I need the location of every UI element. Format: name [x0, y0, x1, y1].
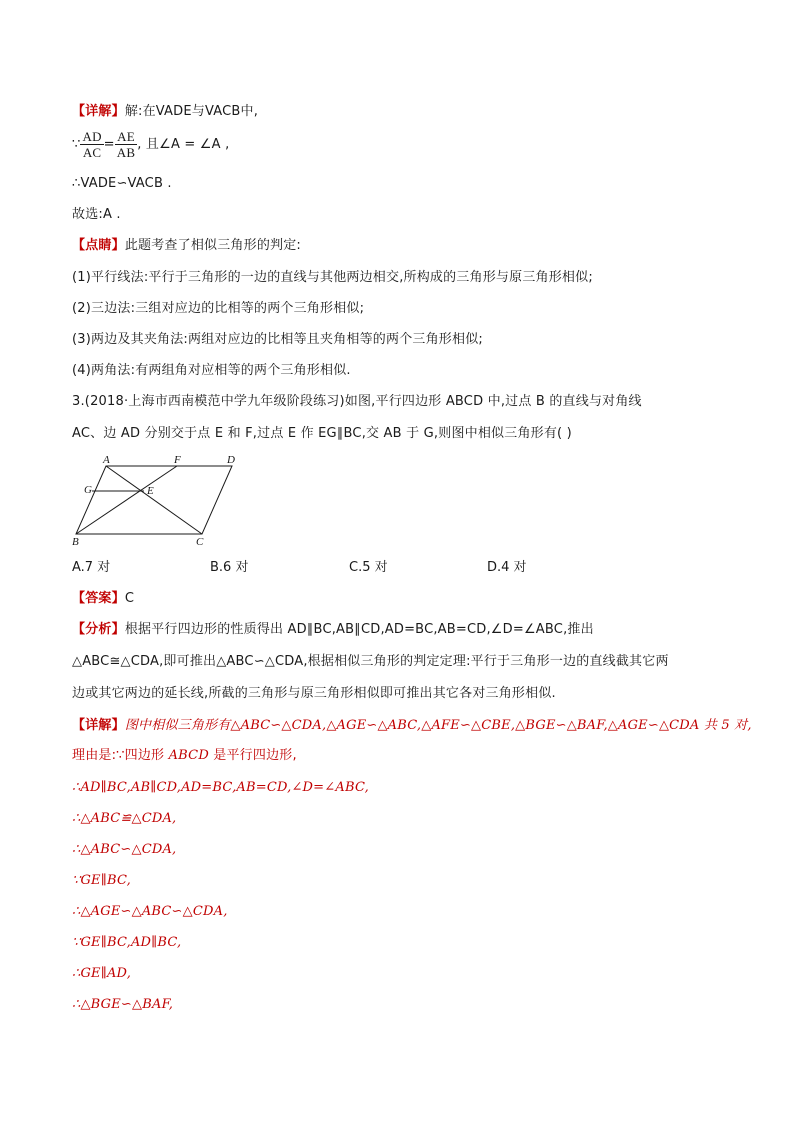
detail-1-conclusion: ∴VADE∽VACB . — [72, 176, 172, 191]
detail-3-step-8: ∴△BGE∽△BAF, — [72, 997, 174, 1012]
analysis-tag: 【分析】 — [72, 622, 125, 637]
point-1-intro-line — [72, 236, 301, 256]
option-a: A.7 对 — [72, 560, 111, 575]
detail-tag: 【详解】 — [72, 104, 125, 119]
because-symbol: ∵ — [72, 137, 81, 152]
label-f: F — [174, 454, 181, 466]
detail-1-intro-line — [72, 102, 258, 122]
equals-sign: = — [103, 137, 115, 152]
fraction-ae-ab: $\frac{AE}{AB}$ — [116, 129, 136, 160]
detail-1-answer: 故选:A . — [72, 207, 121, 222]
detail-1-intro: 解:在VADE与VACB中, — [124, 104, 259, 119]
detail-3-step-5: ∴△AGE∽△ABC∽△CDA, — [72, 904, 228, 919]
option-c: C.5 对 — [349, 560, 388, 575]
answer-3-line — [72, 589, 134, 609]
label-c: C — [196, 536, 204, 548]
detail-tag: 【详解】 — [72, 718, 125, 733]
angle-condition: , 且∠A = ∠A , — [137, 137, 230, 152]
question-3-line-1: 3.(2018·上海市西南模范中学九年级阶段练习)如图,平行四边形 ABCD 中,过点 B 的直线与对角线 — [72, 394, 642, 409]
answer-3-value: C — [124, 591, 135, 606]
option-d: D.4 对 — [487, 560, 527, 575]
detail-3-step-1: ∴AD∥BC,AB∥CD,AD=BC,AB=CD,∠D=∠ABC, — [72, 780, 369, 795]
diagonal-ac — [106, 466, 202, 534]
point-1-item-1: (1)平行线法:平行于三角形的一边的直线与其他两边相交,所构成的三角形与原三角形相似; — [72, 270, 593, 285]
label-g: G — [84, 484, 92, 496]
answer-tag: 【答案】 — [72, 591, 125, 606]
detail-3-step-6: ∵GE∥BC,AD∥BC, — [72, 935, 182, 950]
fraction-ad-ac: $\frac{AD}{AC}$ — [82, 129, 102, 160]
detail-1-fraction-line — [72, 128, 229, 162]
analysis-3-text-1: 根据平行四边形的性质得出 AD∥BC,AB∥CD,AD=BC,AB=CD,∠D=∠ABC,推出 — [124, 622, 594, 637]
point-tag: 【点睛】 — [72, 238, 125, 253]
analysis-3-line-1 — [72, 620, 594, 640]
label-d: D — [227, 454, 235, 466]
label-e: E — [147, 485, 154, 497]
detail-3-text-1: 图中相似三角形有△ABC∽△CDA,△AGE∽△ABC,△AFE∽△CBE,△BGE∽△BAF,△AGE∽△CDA 共 5 对, — [124, 718, 752, 733]
point-1-item-2: (2)三边法:三组对应边的比相等的两个三角形相似; — [72, 301, 365, 316]
analysis-3-line-2: △ABC≅△CDA,即可推出△ABC∽△CDA,根据相似三角形的判定定理:平行于三角形一边的直线截其它两 — [72, 654, 669, 669]
detail-3-line-2: 理由是:∵四边形 ABCD 是平行四边形, — [72, 748, 297, 763]
detail-3-step-4: ∵GE∥BC, — [72, 873, 131, 888]
label-a: A — [103, 454, 110, 466]
detail-3-step-2: ∴△ABC≌△CDA, — [72, 811, 177, 826]
point-1-intro: 此题考查了相似三角形的判定: — [124, 238, 301, 253]
detail-3-line-1 — [72, 716, 752, 736]
option-b: B.6 对 — [210, 560, 249, 575]
label-b: B — [72, 536, 79, 548]
point-1-item-4: (4)两角法:有两组角对应相等的两个三角形相似. — [72, 363, 351, 378]
detail-3-step-7: ∴GE∥AD, — [72, 966, 132, 981]
parallelogram-figure — [70, 452, 250, 548]
analysis-3-line-3: 边或其它两边的延长线,所截的三角形与原三角形相似即可推出其它各对三角形相似. — [72, 686, 556, 701]
question-3-line-2: AC、边 AD 分别交于点 E 和 F,过点 E 作 EG∥BC,交 AB 于 G,则图中相似三角形有( ) — [72, 426, 572, 441]
detail-3-step-3: ∴△ABC∽△CDA, — [72, 842, 177, 857]
point-1-item-3: (3)两边及其夹角法:两组对应边的比相等且夹角相等的两个三角形相似; — [72, 332, 483, 347]
